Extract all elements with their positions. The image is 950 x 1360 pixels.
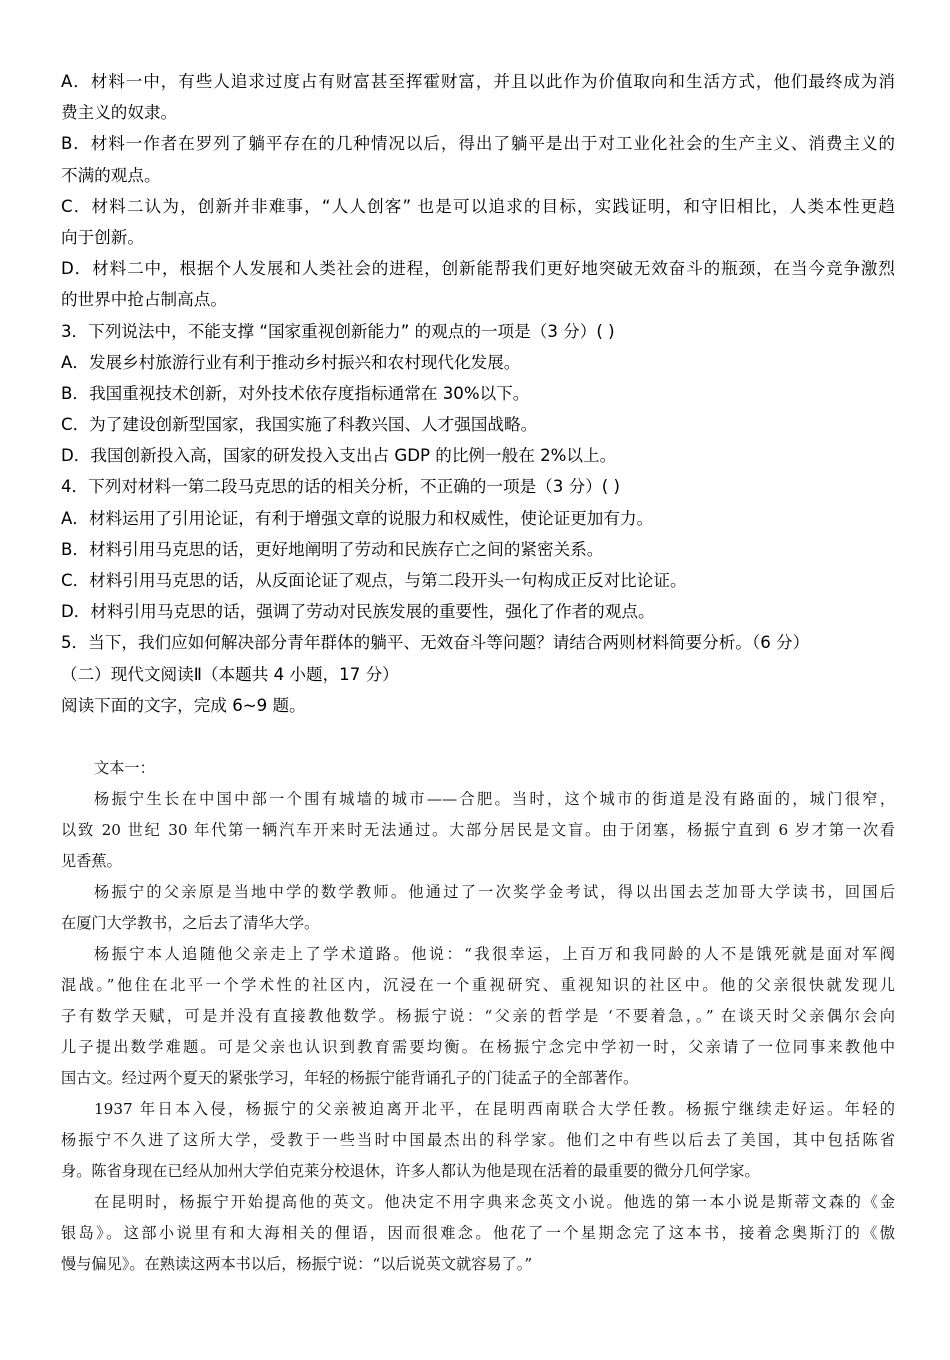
passage-p5-line-3: 慢与偏见》。在熟读这两本书以后，杨振宁说：“以后说英文就容易了。” <box>61 1255 533 1273</box>
passage-p3-line-3: 子有数学天赋，可是并没有直接教他数学。杨振宁说：“父亲的哲学是 ‘不要着急，。” 在谈天时父亲偶尔会向 <box>61 1007 895 1025</box>
q4-stem: 4．下列对材料一第二段马克思的话的相关分析，不正确的一项是（3 分）( ) <box>61 477 621 497</box>
passage-p3-line-2: 混战。”他住在北平一个学术性的社区内，沉浸在一个重视研究、重视知识的社区中。他的父亲很快就发现儿 <box>61 976 895 994</box>
passage-section <box>61 753 895 1280</box>
q3-option-d: D．我国创新投入高，国家的研发投入支出占 GDP 的比例一般在 2%以上。 <box>61 446 617 466</box>
q2-option-a-line-2: 费主义的奴隶。 <box>61 103 178 123</box>
q4-option-a: A．材料运用了引用论证，有利于增强文章的说服力和权威性，使论证更加有力。 <box>61 508 654 528</box>
q4-option-c: C．材料引用马克思的话，从反面论证了观点，与第二段开头一句构成正反对比论证。 <box>61 571 687 590</box>
q2-option-d-line-1: D．材料二中，根据个人发展和人类社会的进程，创新能帮我们更好地突破无效奋斗的瓶颈，在当今竞争激烈 <box>61 259 895 279</box>
questions-section <box>61 66 895 721</box>
reading-instruction: 阅读下面的文字，完成 6~9 题。 <box>61 695 306 715</box>
passage-p1-line-1: 杨振宁生长在中国中部一个围有城墙的城市——合肥。当时，这个城市的街道是没有路面的，城门很窄， <box>94 790 895 808</box>
passage-heading: 文本一： <box>94 759 155 777</box>
passage-p5-line-1: 在昆明时，杨振宁开始提高他的英文。他决定不用字典来念英文小说。他选的第一本小说是斯蒂文森的《金 <box>94 1193 895 1211</box>
passage-p4-line-3: 身。陈省身现在已经从加州大学伯克莱分校退休，许多人都认为他是现在活着的最重要的微分几何学家。 <box>61 1162 760 1180</box>
q3-option-c: C．为了建设创新型国家，我国实施了科教兴国、人才强国战略。 <box>61 415 538 435</box>
q2-option-c-line-2: 向于创新。 <box>61 227 144 247</box>
q5-stem: 5．当下，我们应如何解决部分青年群体的躺平、无效奋斗等问题？请结合两则材料简要分析。（6 分） <box>61 633 810 653</box>
q2-option-b-line-2: 不满的观点。 <box>61 165 161 185</box>
passage-p5-line-2: 银岛》。这部小说里有和大海相关的俚语，因而很难念。他花了一个星期念完了这本书，接着念奥斯汀的《傲 <box>61 1224 895 1242</box>
passage-p3-line-4: 儿子提出数学难题。可是父亲也认识到教育需要均衡。在杨振宁念完中学初一时，父亲请了一位同事来教他中 <box>61 1038 895 1056</box>
passage-p4-line-2: 杨振宁不久进了这所大学，受教于一些当时中国最杰出的科学家。他们之中有些以后去了美国，其中包括陈省 <box>61 1131 895 1149</box>
passage-p3-line-5: 国古文。经过两个夏天的紧张学习，年轻的杨振宁能背诵孔子的门徒孟子的全部著作。 <box>61 1069 639 1087</box>
q2-option-d-line-2: 的世界中抢占制高点。 <box>61 290 227 310</box>
passage-p2-line-1: 杨振宁的父亲原是当地中学的数学教师。他通过了一次奖学金考试，得以出国去芝加哥大学读书，回国后 <box>94 883 895 901</box>
passage-p3-line-1: 杨振宁本人追随他父亲走上了学术道路。他说：“我很幸运，上百万和我同龄的人不是饿死就是面对军阀 <box>94 945 895 963</box>
passage-p4-line-1: 1937 年日本入侵，杨振宁的父亲被迫离开北平，在昆明西南联合大学任教。杨振宁继续走好运。年轻的 <box>94 1100 895 1118</box>
passage-p1-line-3: 见香蕉。 <box>61 852 122 870</box>
passage-p1-line-2: 以致 20 世纪 30 年代第一辆汽车开来时无法通过。大部分居民是文盲。由于闭塞，杨振宁直到 6 岁才第一次看 <box>61 821 895 839</box>
passage-p2-line-2: 在厦门大学教书，之后去了清华大学。 <box>61 914 320 932</box>
q2-option-a-line-1: A．材料一中，有些人追求过度占有财富甚至挥霍财富，并且以此作为价值取向和生活方式，他们最终成为消 <box>61 72 895 91</box>
section-title: （二）现代文阅读Ⅱ（本题共 4 小题，17 分） <box>61 664 399 684</box>
q2-option-b-line-1: B．材料一作者在罗列了躺平存在的几种情况以后，得出了躺平是出于对工业化社会的生产主义、消费主义的 <box>61 134 895 154</box>
q2-option-c-line-1: C．材料二认为，创新并非难事，“人人创客” 也是可以追求的目标，实践证明，和守旧相比，人类本性更趋 <box>61 196 895 216</box>
q4-option-d: D．材料引用马克思的话，强调了劳动对民族发展的重要性，强化了作者的观点。 <box>61 602 655 622</box>
q3-option-a: A．发展乡村旅游行业有利于推动乡村振兴和农村现代化发展。 <box>61 352 521 372</box>
q3-option-b: B．我国重视技术创新，对外技术依存度指标通常在 30%以下。 <box>61 383 530 403</box>
q4-option-b: B．材料引用马克思的话，更好地阐明了劳动和民族存亡之间的紧密关系。 <box>61 539 604 559</box>
q3-stem: 3．下列说法中，不能支撑 “国家重视创新能力” 的观点的一项是（3 分）( ) <box>61 321 615 341</box>
